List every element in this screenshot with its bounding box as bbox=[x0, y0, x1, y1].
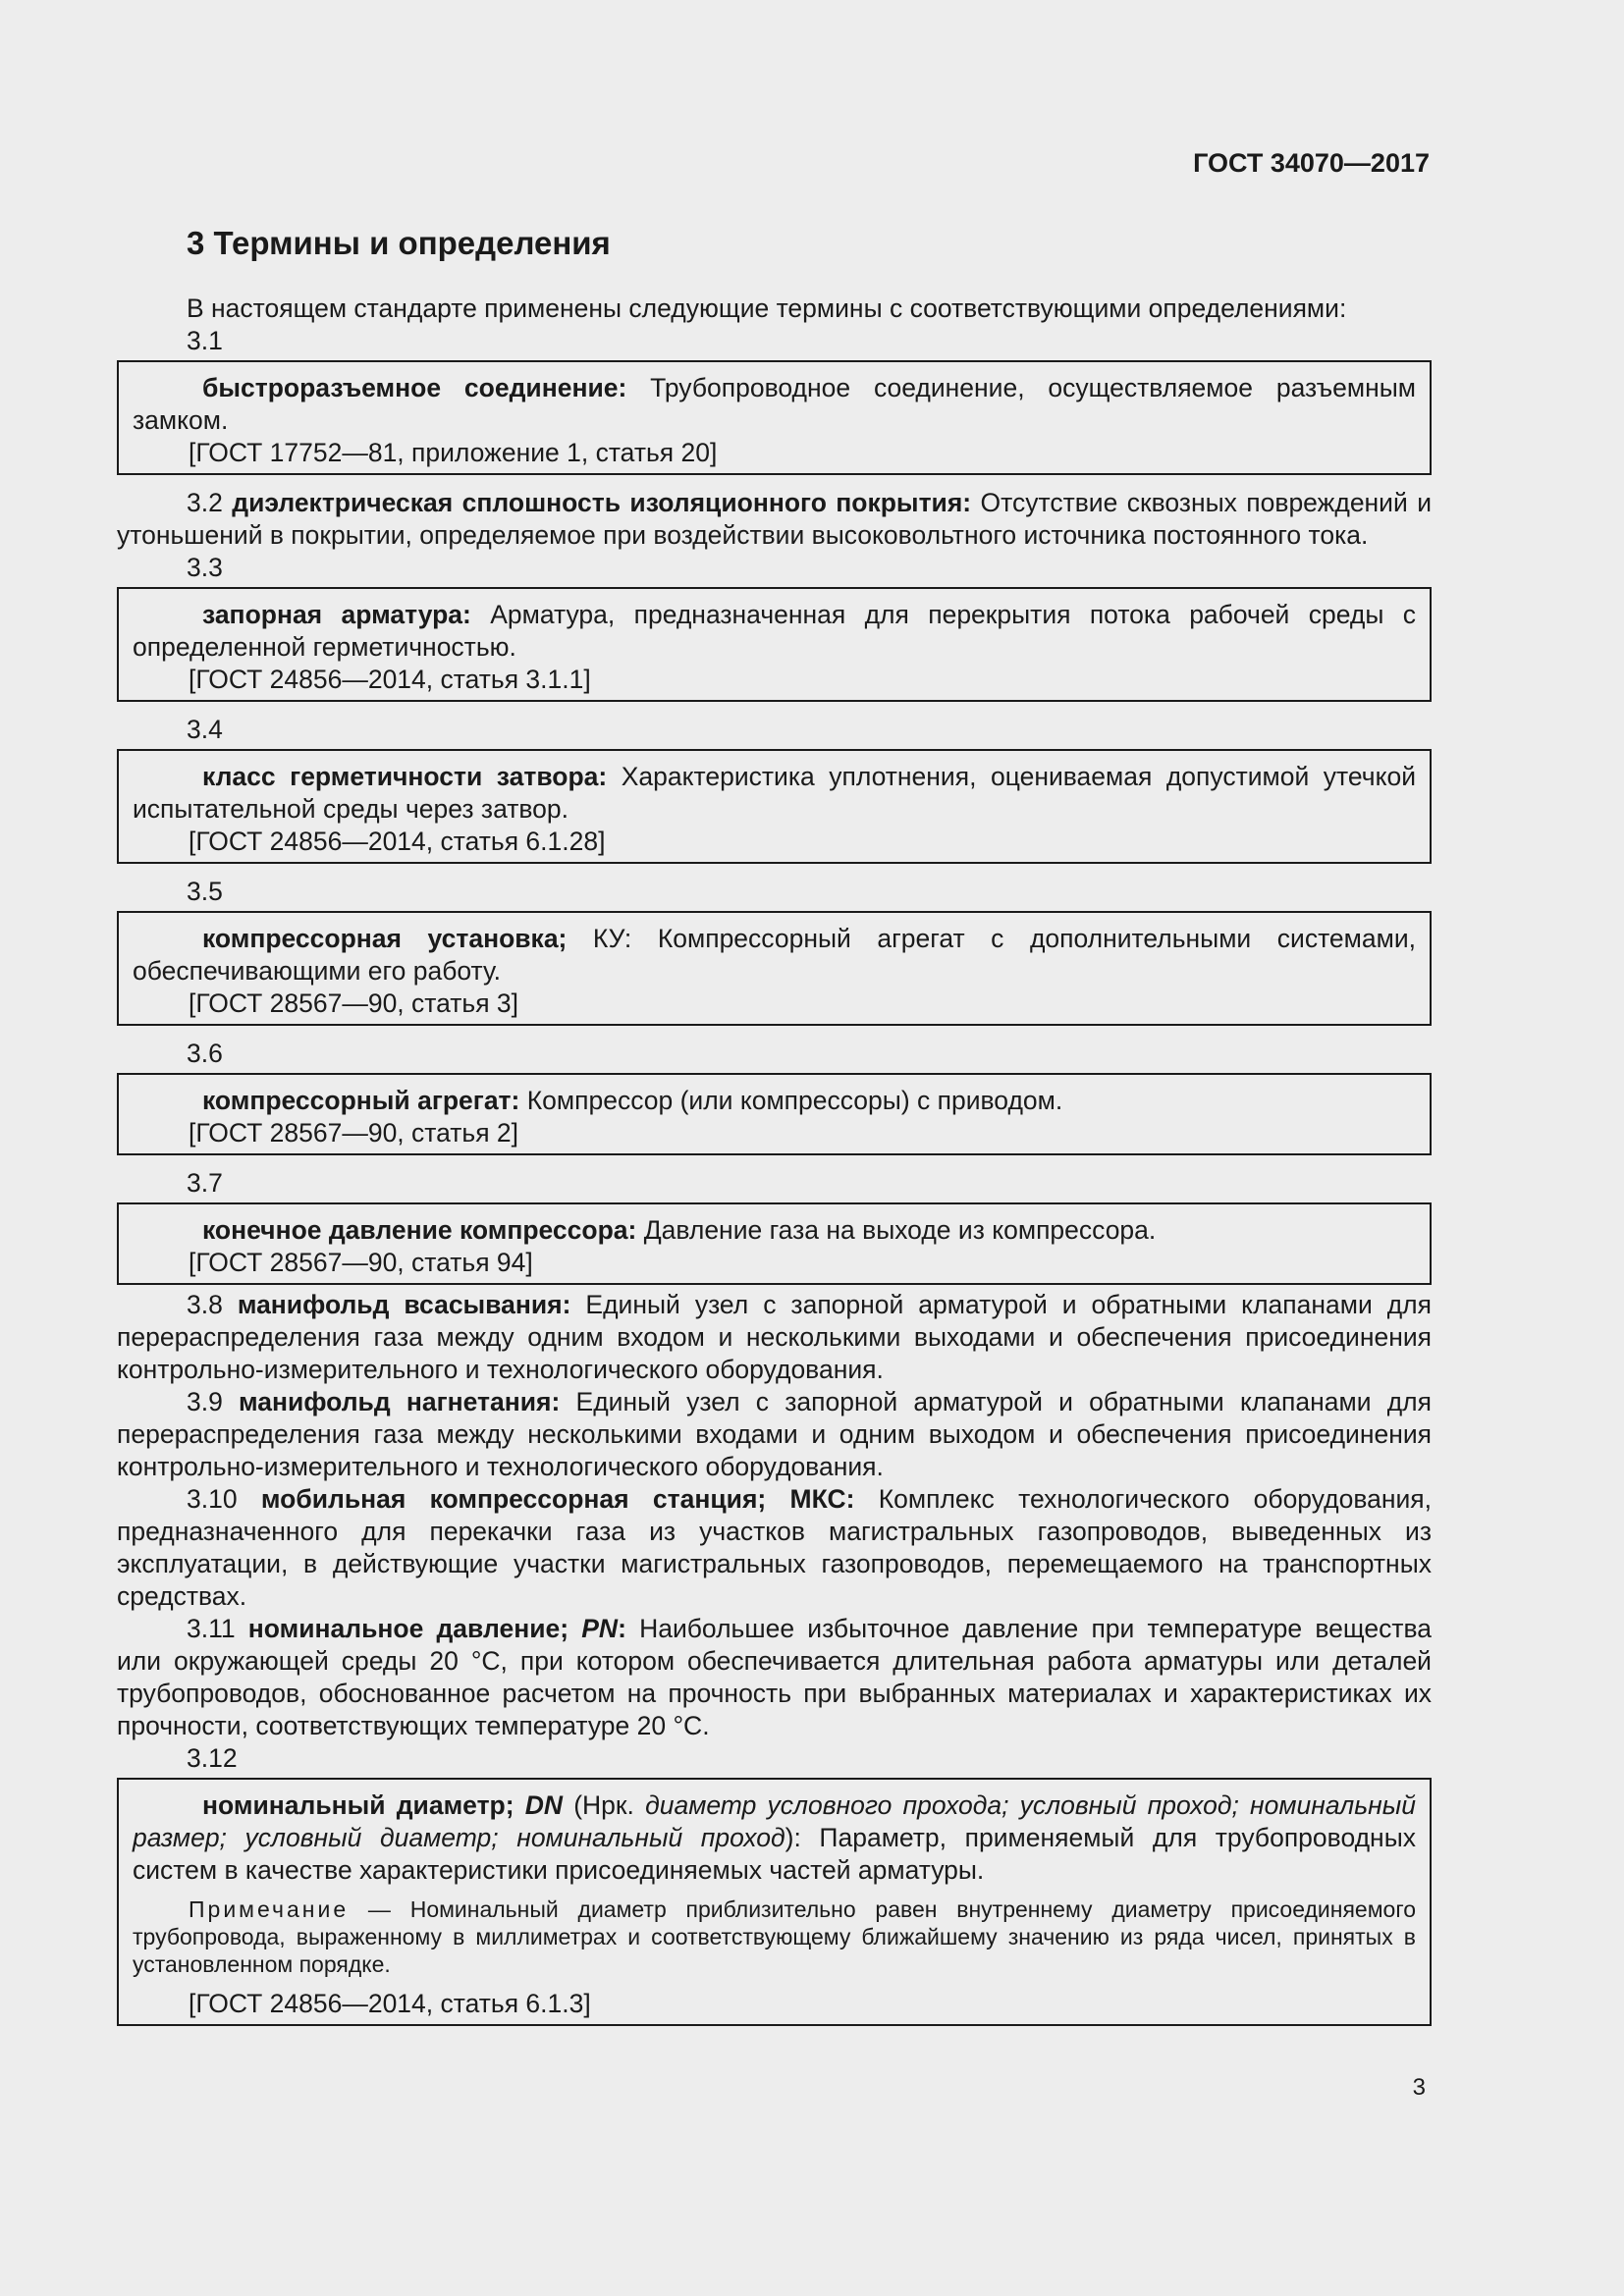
nonstandard-close: ): bbox=[785, 1823, 801, 1852]
term-definition bbox=[133, 923, 1416, 988]
term-number: 3.11 bbox=[187, 1614, 248, 1643]
term-name: запорная арматура: bbox=[202, 600, 471, 629]
document-body bbox=[117, 293, 1432, 2038]
term-number: 3.9 bbox=[187, 1387, 240, 1416]
term-source: [ГОСТ 17752—81, приложение 1, статья 20] bbox=[189, 438, 718, 467]
term-number: 3.3 bbox=[187, 553, 223, 582]
term-source: [ГОСТ 28567—90, статья 94] bbox=[189, 1248, 533, 1277]
nonstandard-terms: диаметр условного прохода; условный проход; номинальный размер; условный диаметр; номинальный проход bbox=[133, 1790, 1416, 1852]
term-name: мобильная компрессорная станция; МКС: bbox=[260, 1484, 855, 1514]
term-abbreviation: DN bbox=[524, 1790, 564, 1820]
term-colon: : bbox=[618, 1614, 626, 1643]
quoted-term-box bbox=[117, 360, 1432, 475]
term-source: [ГОСТ 24856—2014, статья 3.1.1] bbox=[189, 665, 591, 694]
term-text: Компрессор (или компрессоры) с приводом. bbox=[519, 1086, 1063, 1115]
term-name: номинальное давление; bbox=[247, 1614, 582, 1643]
term-name: компрессорный агрегат: bbox=[202, 1086, 520, 1115]
term-number: 3.6 bbox=[187, 1039, 223, 1068]
term-text: Параметр, применяемый для трубопроводных систем в качестве характеристики присоединяемых частей арматуры. bbox=[133, 1823, 1416, 1885]
intro-paragraph: В настоящем стандарте применены следующие термины с соответствующими определениями: bbox=[187, 294, 1347, 323]
term-name: конечное давление компрессора: bbox=[202, 1215, 637, 1245]
term-number: 3.12 bbox=[187, 1743, 238, 1773]
term-number: 3.2 bbox=[187, 488, 233, 517]
quoted-term-box bbox=[117, 1778, 1432, 2026]
term-note bbox=[133, 1896, 1416, 1978]
page-number: 3 bbox=[1412, 2074, 1426, 2101]
term-text: Единый узел с запорной арматурой и обратными клапанами для перераспределения газа между одним входом и несколькими выходами и обеспечения присоединения контрольно-измерительного и технологического оборудования. bbox=[117, 1290, 1432, 1384]
term-number: 3.1 bbox=[187, 326, 223, 355]
term-definition bbox=[117, 487, 1432, 552]
quoted-term-box bbox=[117, 911, 1432, 1026]
term-definition bbox=[133, 1085, 1416, 1117]
term-text: Единый узел с запорной арматурой и обратными клапанами для перераспределения газа между несколькими входами и одним выходом и обеспечения присоединения контрольно-измерительного и технологического оборудования. bbox=[117, 1387, 1432, 1481]
quoted-term-box bbox=[117, 749, 1432, 864]
term-name: манифольд нагнетания: bbox=[239, 1387, 561, 1416]
term-name: класс герметичности затвора: bbox=[202, 762, 608, 791]
term-number: 3.10 bbox=[187, 1484, 261, 1514]
term-source: [ГОСТ 28567—90, статья 3] bbox=[189, 988, 519, 1018]
term-definition bbox=[133, 1789, 1416, 1887]
note-text: — Номинальный диаметр приблизительно равен внутреннему диаметру присоединяемого трубопровода, выраженному в миллиметрах и соответствующему ближайшему значению из ряда чисел, принятых в установленном порядке. bbox=[133, 1896, 1416, 1977]
quoted-term-box bbox=[117, 587, 1432, 702]
term-name: компрессорная установка; bbox=[202, 924, 568, 953]
term-number: 3.4 bbox=[187, 715, 223, 744]
term-definition bbox=[117, 1613, 1432, 1742]
term-definition bbox=[133, 599, 1416, 664]
term-name: манифольд всасывания: bbox=[237, 1290, 571, 1319]
quoted-term-box bbox=[117, 1202, 1432, 1285]
term-source: [ГОСТ 28567—90, статья 2] bbox=[189, 1118, 519, 1148]
term-definition bbox=[117, 1289, 1432, 1386]
term-definition bbox=[133, 761, 1416, 826]
term-name: диэлектрическая сплошность изоляционного покрытия: bbox=[232, 488, 972, 517]
nonstandard-open: (Нрк. bbox=[563, 1790, 646, 1820]
term-source: [ГОСТ 24856—2014, статья 6.1.28] bbox=[189, 827, 606, 856]
term-text: Комплекс технологического оборудования, предназначенного для перекачки газа из участков магистральных газопроводов, выведенных из эксплуатации, в действующие участки магистральных газопроводов, перемещаемого на транспортных средствах. bbox=[117, 1484, 1432, 1611]
term-text: Арматура, предназначенная для перекрытия потока рабочей среды с определенной герметичностью. bbox=[133, 600, 1416, 662]
term-abbreviation: PN bbox=[581, 1614, 619, 1643]
term-text: Трубопроводное соединение, осуществляемое разъемным замком. bbox=[133, 373, 1416, 435]
term-text: Отсутствие сквозных повреждений и утоньшений в покрытии, определяемое при воздействии высоковольтного источника постоянного тока. bbox=[117, 488, 1432, 550]
term-source: [ГОСТ 24856—2014, статья 6.1.3] bbox=[189, 1989, 591, 2018]
term-number: 3.8 bbox=[187, 1290, 238, 1319]
section-title: 3 Термины и определения bbox=[187, 225, 611, 261]
term-text: Наибольшее избыточное давление при температуре вещества или окружающей среды 20 °С, при котором обеспечивается длительная работа арматуры или деталей трубопроводов, обоснованное расчетом на прочность при выбранных материалах и характеристиках их прочности, соответствующих температуре 20 °С. bbox=[117, 1614, 1432, 1740]
term-definition bbox=[133, 372, 1416, 437]
term-text: КУ: Компрессорный агрегат с дополнительными системами, обеспечивающими его работу. bbox=[133, 924, 1416, 986]
term-text: Давление газа на выходе из компрессора. bbox=[636, 1215, 1157, 1245]
term-definition bbox=[117, 1386, 1432, 1483]
note-label: Примечание bbox=[189, 1896, 350, 1922]
term-number: 3.7 bbox=[187, 1168, 223, 1198]
quoted-term-box bbox=[117, 1073, 1432, 1155]
term-definition bbox=[133, 1214, 1416, 1247]
term-number: 3.5 bbox=[187, 877, 223, 906]
term-name: номинальный диаметр; bbox=[202, 1790, 525, 1820]
term-text: Характеристика уплотнения, оцениваемая допустимой утечкой испытательной среды через затвор. bbox=[133, 762, 1416, 824]
term-definition bbox=[117, 1483, 1432, 1613]
term-name: быстроразъемное соединение: bbox=[202, 373, 627, 402]
document-header: ГОСТ 34070—2017 bbox=[1193, 148, 1430, 178]
